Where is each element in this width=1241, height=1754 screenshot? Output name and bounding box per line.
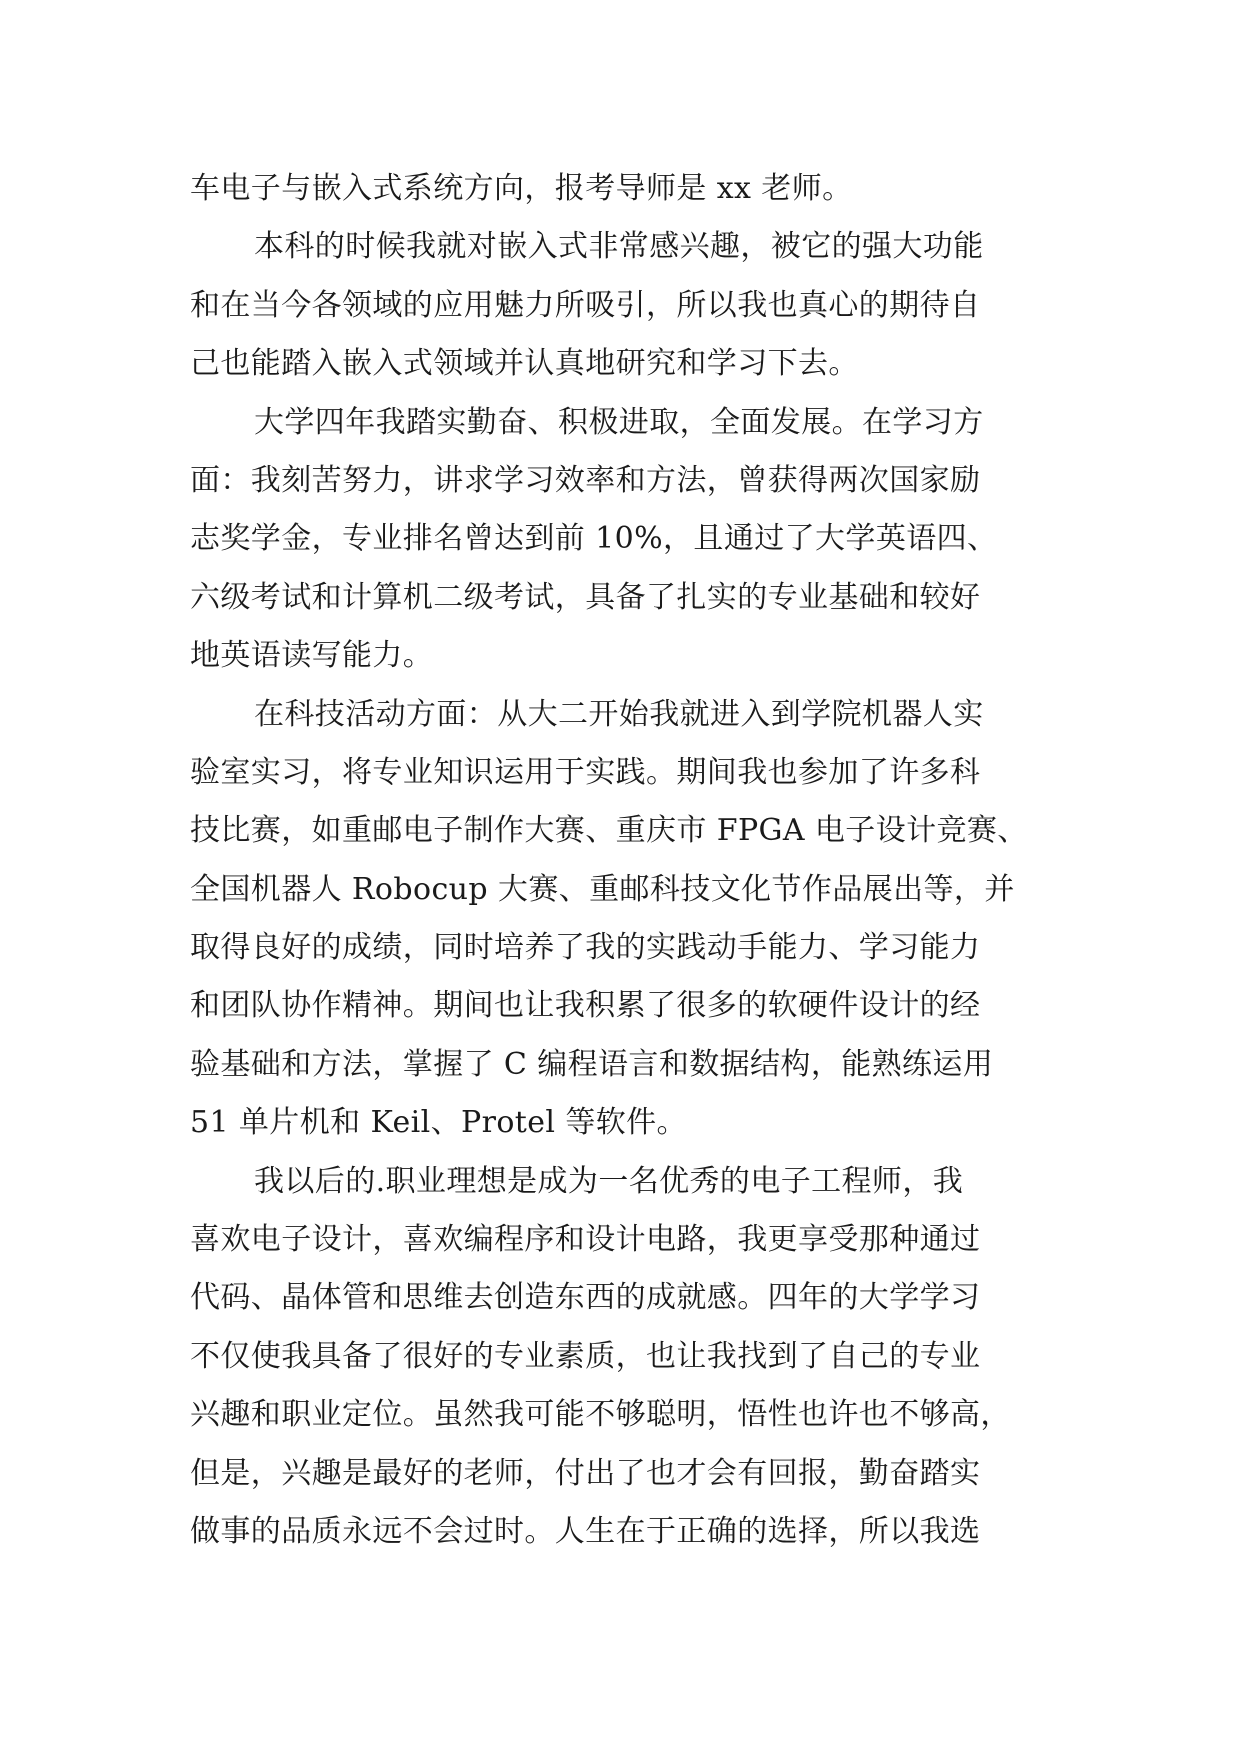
- text-line: 不仅使我具备了很好的专业素质，也让我找到了自己的专业: [190, 1338, 981, 1374]
- text-line: 在科技活动方面：从大二开始我就进入到学院机器人实: [254, 696, 984, 732]
- text-line: 验基础和方法，掌握了 C 编程语言和数据结构，能熟练运用: [190, 1046, 994, 1082]
- text-line: 和团队协作精神。期间也让我积累了很多的软硬件设计的经: [190, 988, 981, 1024]
- text-line: 志奖学金，专业排名曾达到前 10%，且通过了大学英语四、: [190, 521, 998, 557]
- text-line: 但是，兴趣是最好的老师，付出了也才会有回报，勤奋踏实: [190, 1455, 981, 1491]
- text-line: 取得良好的成绩，同时培养了我的实践动手能力、学习能力: [190, 930, 981, 966]
- text-line: 大学四年我踏实勤奋、积极进取，全面发展。在学习方: [254, 404, 984, 440]
- text-line: 做事的品质永远不会过时。人生在于正确的选择，所以我选: [190, 1513, 981, 1549]
- body-text: [190, 160, 1090, 1561]
- text-line: 全国机器人 Robocup 大赛、重邮科技文化节作品展出等，并: [190, 871, 1015, 907]
- text-line: 代码、晶体管和思维去创造东西的成就感。四年的大学学习: [190, 1280, 981, 1316]
- text-line: 车电子与嵌入式系统方向，报考导师是 xx 老师。: [190, 171, 853, 206]
- text-line: 面：我刻苦努力，讲求学习效率和方法，曾获得两次国家励: [190, 462, 981, 498]
- text-line: 验室实习，将专业知识运用于实践。期间我也参加了许多科: [190, 754, 981, 790]
- text-line: 本科的时候我就对嵌入式非常感兴趣，被它的强大功能: [254, 229, 984, 265]
- text-line: 技比赛，如重邮电子制作大赛、重庆市 FPGA 电子设计竞赛、: [190, 813, 1028, 849]
- text-line: 我以后的.职业理想是成为一名优秀的电子工程师，我: [254, 1163, 964, 1199]
- text-line: 51 单片机和 Keil、Protel 等软件。: [190, 1105, 687, 1141]
- text-line: 和在当今各领域的应用魅力所吸引，所以我也真心的期待自: [190, 287, 981, 323]
- text-line: 己也能踏入嵌入式领域并认真地研究和学习下去。: [190, 346, 859, 382]
- text-line: 喜欢电子设计，喜欢编程序和设计电路，我更享受那种通过: [190, 1222, 981, 1258]
- text-line: 兴趣和职业定位。虽然我可能不够聪明，悟性也许也不够高，: [190, 1397, 1011, 1433]
- text-line: 地英语读写能力。: [190, 638, 434, 674]
- text-line: 六级考试和计算机二级考试，具备了扎实的专业基础和较好: [190, 579, 981, 615]
